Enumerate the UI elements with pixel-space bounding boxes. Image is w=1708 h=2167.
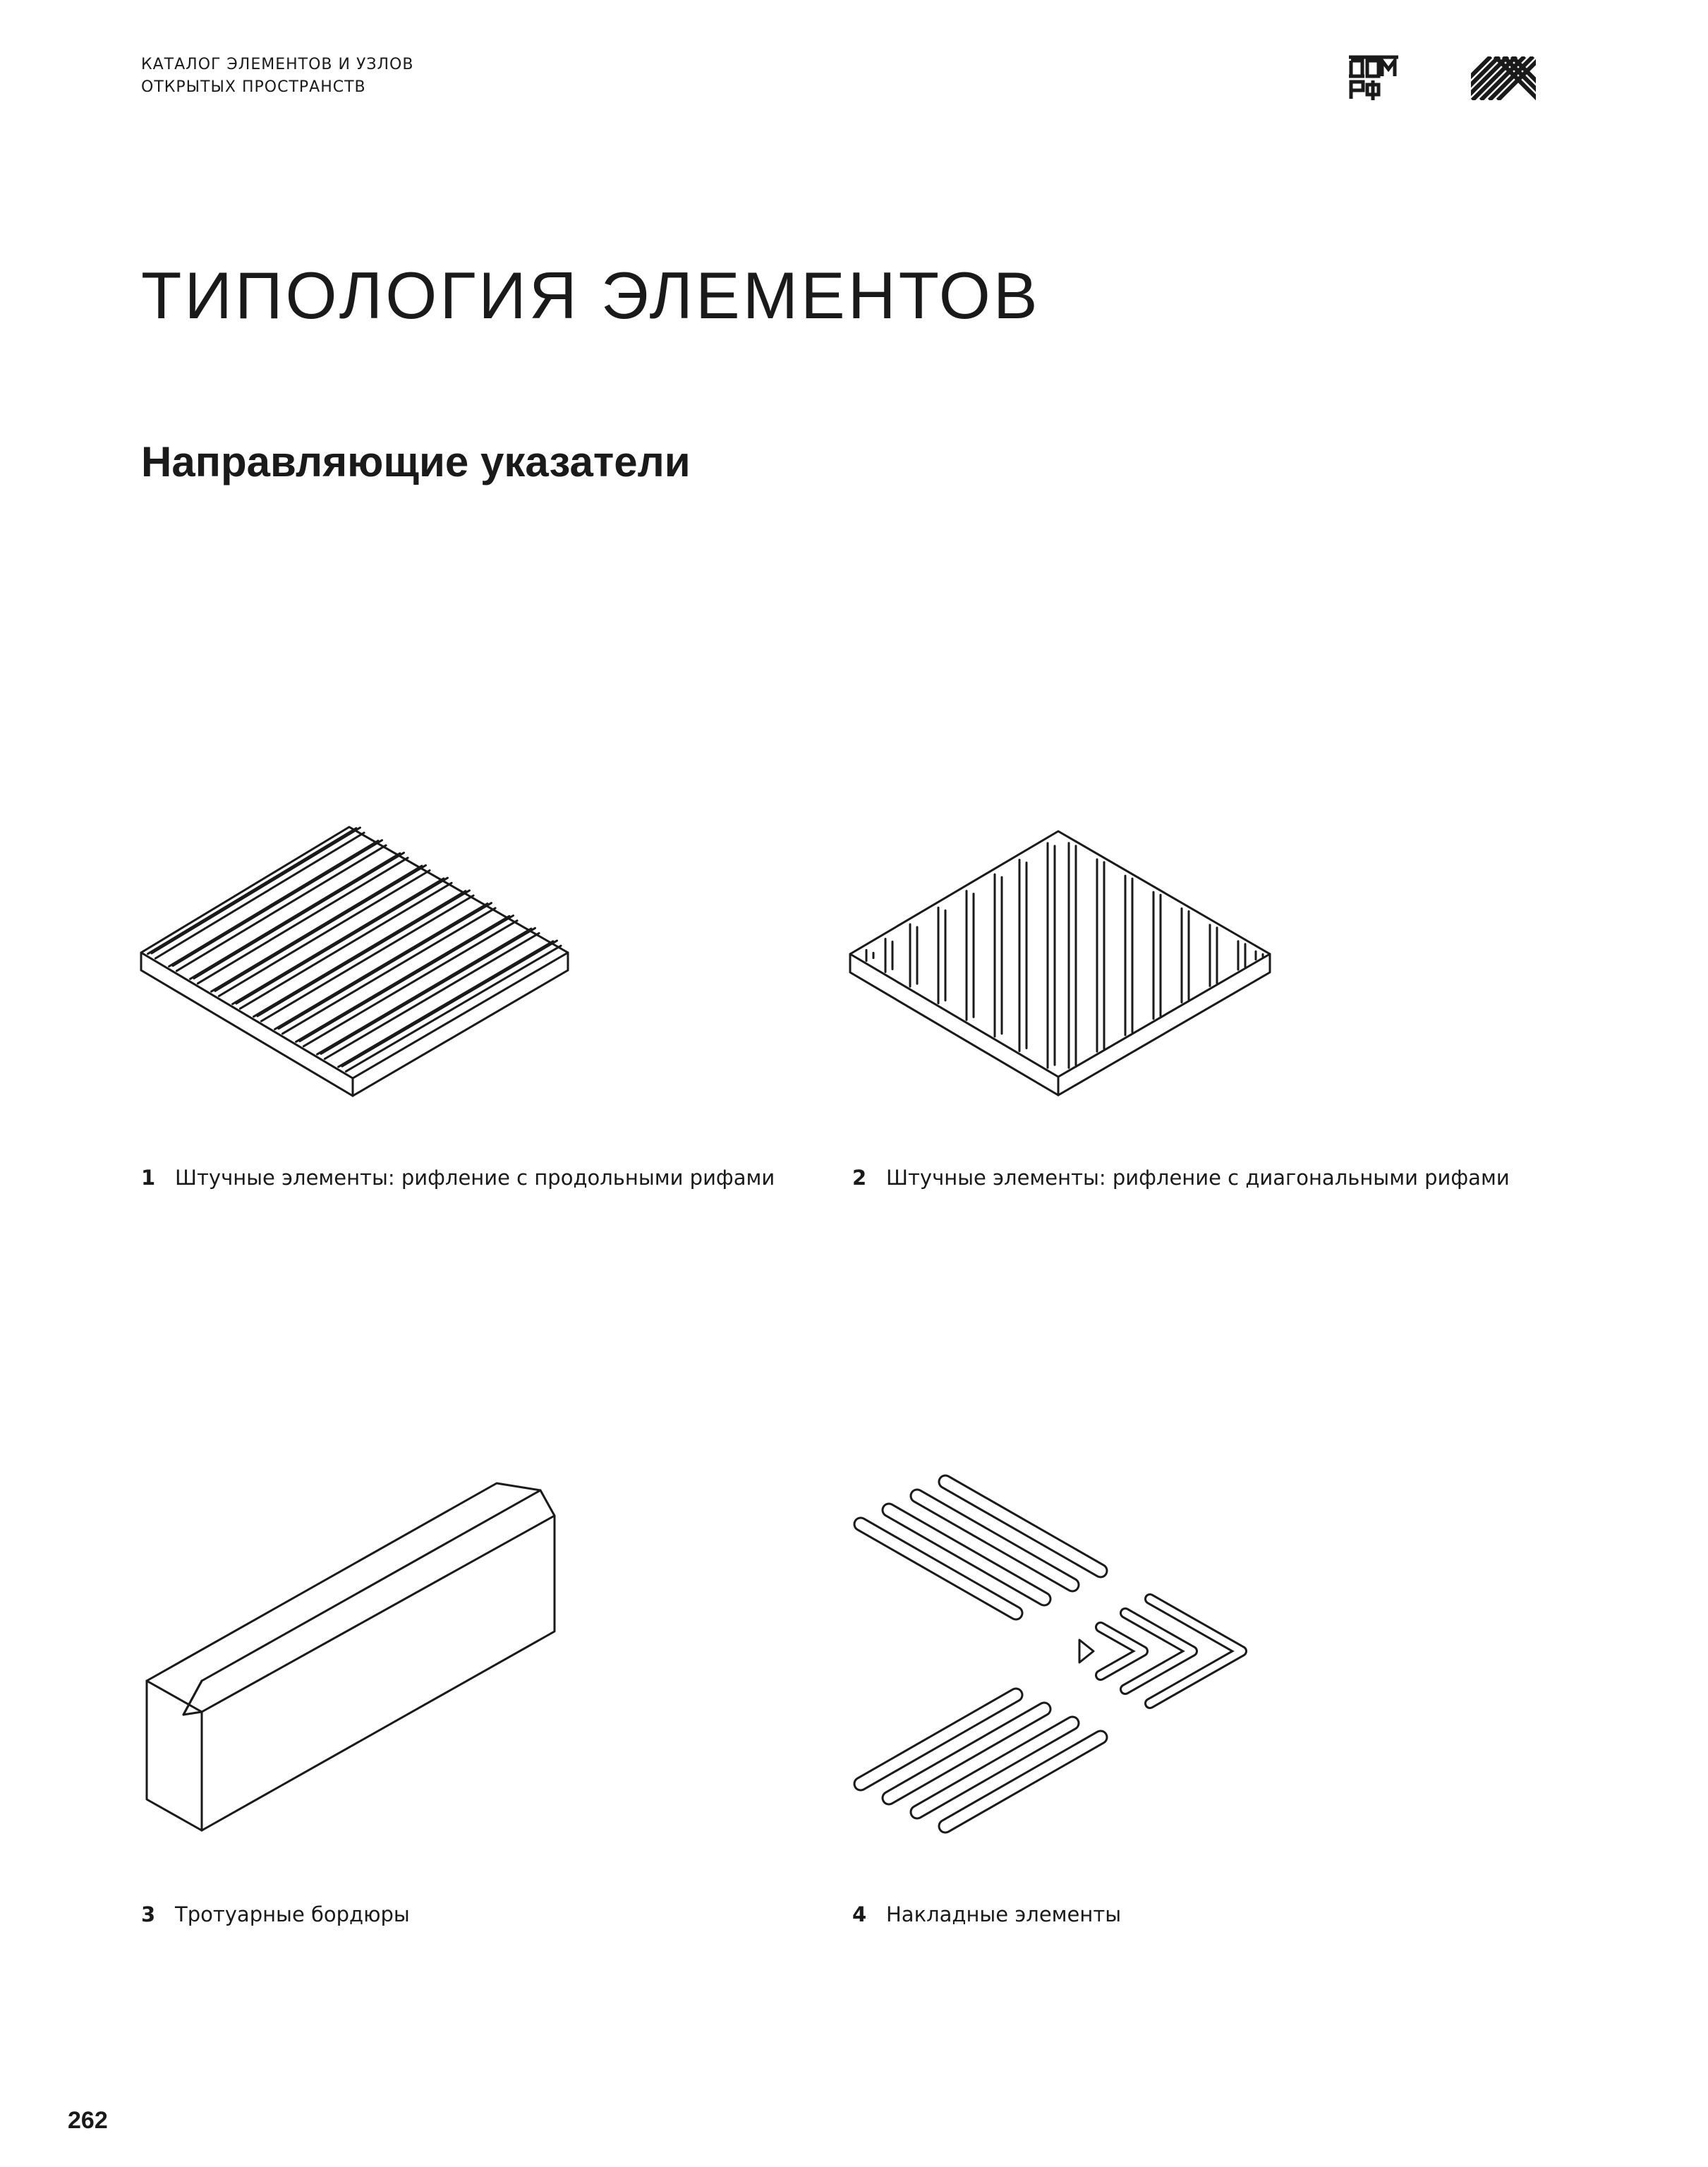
section-title: Направляющие указатели xyxy=(141,438,691,485)
hatched-pattern-logo-icon xyxy=(1471,56,1536,100)
page-title: ТИПОЛОГИЯ ЭЛЕМЕНТОВ xyxy=(141,258,1041,332)
figure-4-number: 4 xyxy=(852,1902,867,1926)
catalog-header-line-1: КАТАЛОГ ЭЛЕМЕНТОВ И УЗЛОВ xyxy=(141,56,414,73)
dom-rf-logo-icon xyxy=(1349,55,1398,102)
sidewalk-curb-icon xyxy=(141,1482,564,1806)
figure-1-caption xyxy=(141,1166,775,1190)
figure-4-text: Накладные элементы xyxy=(886,1902,1122,1926)
overlay-tactile-strips-icon xyxy=(847,1468,1284,1849)
catalog-header xyxy=(141,54,413,99)
diagonal-ribbed-tile-icon xyxy=(847,819,1284,1101)
page-number: 262 xyxy=(68,2107,108,2134)
longitudinal-ribbed-tile-icon xyxy=(138,819,575,1101)
figure-4-caption xyxy=(852,1902,1121,1926)
figure-2-caption xyxy=(852,1166,1510,1190)
figure-2-text: Штучные элементы: рифление с диагональными рифами xyxy=(886,1166,1510,1190)
figure-2-number: 2 xyxy=(852,1166,867,1190)
figure-1-text: Штучные элементы: рифление с продольными рифами xyxy=(175,1166,775,1190)
figure-3-caption xyxy=(141,1902,410,1926)
figure-1-number: 1 xyxy=(141,1166,156,1190)
figure-3-number: 3 xyxy=(141,1902,156,1926)
figure-3-text: Тротуарные бордюры xyxy=(175,1902,410,1926)
catalog-header-line-2: ОТКРЫТЫХ ПРОСТРАНСТВ xyxy=(141,78,366,96)
